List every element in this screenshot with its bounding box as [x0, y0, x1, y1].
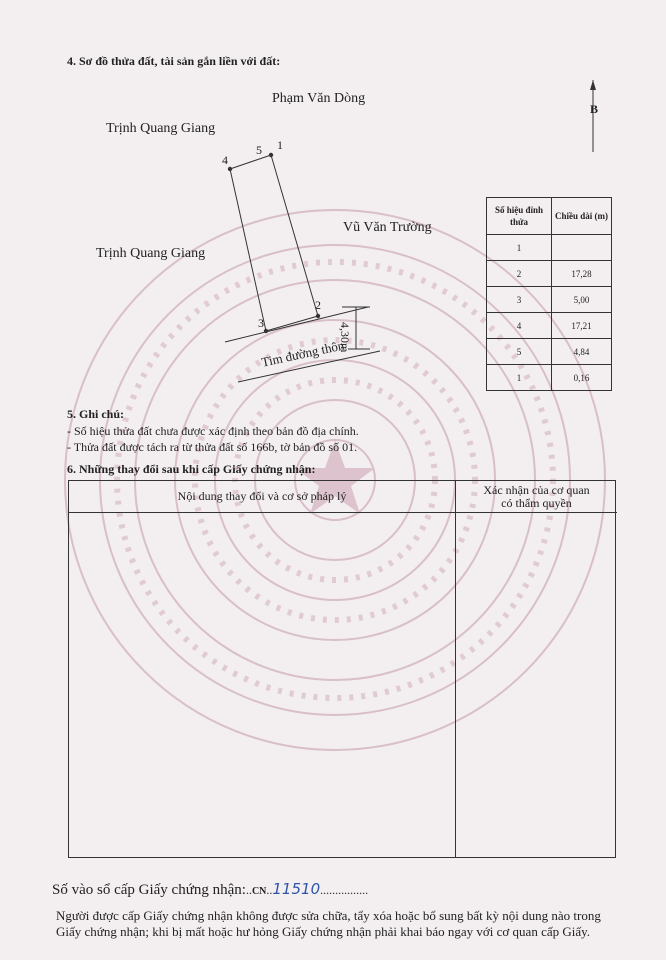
vertex-1-label: 1 — [277, 138, 283, 152]
neighbor-west: Trịnh Quang Giang — [96, 246, 206, 261]
section-6-title: 6. Những thay đổi sau khi cấp Giấy chứng nhận: — [67, 462, 316, 476]
vertex-5-label: 5 — [256, 143, 262, 157]
table-row — [487, 287, 612, 313]
changes-confirmation-header: Xác nhận của cơ quan có thẩm quyền — [456, 481, 617, 513]
note-1: - Số hiệu thửa đất chưa được xác định theo bản đồ địa chính. — [67, 424, 359, 438]
registry-dots: ................ — [320, 883, 369, 897]
registry-label: Số vào sổ cấp Giấy chứng nhận: — [52, 882, 246, 898]
note-2: - Thửa đất được tách ra từ thửa đất số 166b, tờ bản đồ số 01. — [67, 440, 358, 454]
cell-point: 1 — [487, 235, 552, 261]
header-length: Chiều dài (m) — [552, 198, 612, 235]
cell-length: 17,21 — [552, 313, 612, 339]
cell-length: 4,84 — [552, 339, 612, 365]
header-point: Số hiệu đỉnh thửa — [487, 198, 552, 235]
cell-length: 17,28 — [552, 261, 612, 287]
vertex-2-label: 2 — [315, 298, 321, 312]
setback-label: 4,30m — [338, 322, 352, 353]
north-arrow-icon — [580, 78, 610, 158]
changes-content-cell — [69, 513, 456, 857]
cell-point: 1 — [487, 365, 552, 391]
table-row — [487, 313, 612, 339]
changes-table — [68, 480, 616, 858]
registry-prefix: CN — [251, 886, 267, 897]
edge-length-table — [486, 197, 612, 391]
cell-length: 0,16 — [552, 365, 612, 391]
table-row — [487, 235, 612, 261]
cell-point: 2 — [487, 261, 552, 287]
neighbor-east: Vũ Văn Trường — [343, 220, 432, 235]
north-arrow — [580, 78, 610, 158]
table-header-row — [487, 198, 612, 235]
table-row — [487, 339, 612, 365]
cell-length: 5,00 — [552, 287, 612, 313]
section-4-title: 4. Sơ đồ thửa đất, tài sản gắn liền với đất: — [67, 54, 281, 68]
table-row — [487, 365, 612, 391]
registry-line: Số vào sổ cấp Giấy chứng nhận:..CN..11510................ — [52, 880, 369, 898]
footer-warning: Người được cấp Giấy chứng nhận không được sửa chữa, tẩy xóa hoặc bổ sung bất kỳ nội dung nào trong Giấy chứng nhận; khi bị mất hoặc hư hỏng Giấy chứng nhận phải khai báo ngay với cơ quan cấp Giấy. — [56, 908, 601, 939]
north-label: B — [590, 102, 599, 116]
cell-length — [552, 235, 612, 261]
road-label: Tim đường thôn — [260, 337, 346, 370]
changes-content-header: Nội dung thay đổi và cơ sở pháp lý — [69, 481, 456, 513]
section-5-title: 5. Ghi chú: — [67, 407, 125, 421]
cell-point: 5 — [487, 339, 552, 365]
cell-point: 4 — [487, 313, 552, 339]
table-row — [487, 261, 612, 287]
vertex-3-label: 3 — [258, 316, 264, 330]
neighbor-north: Phạm Văn Dòng — [272, 91, 366, 106]
cell-point: 3 — [487, 287, 552, 313]
changes-confirmation-cell — [456, 513, 617, 857]
neighbor-northwest: Trịnh Quang Giang — [106, 121, 216, 136]
registry-number: 11510 — [272, 880, 321, 898]
vertex-4-label: 4 — [222, 153, 228, 167]
